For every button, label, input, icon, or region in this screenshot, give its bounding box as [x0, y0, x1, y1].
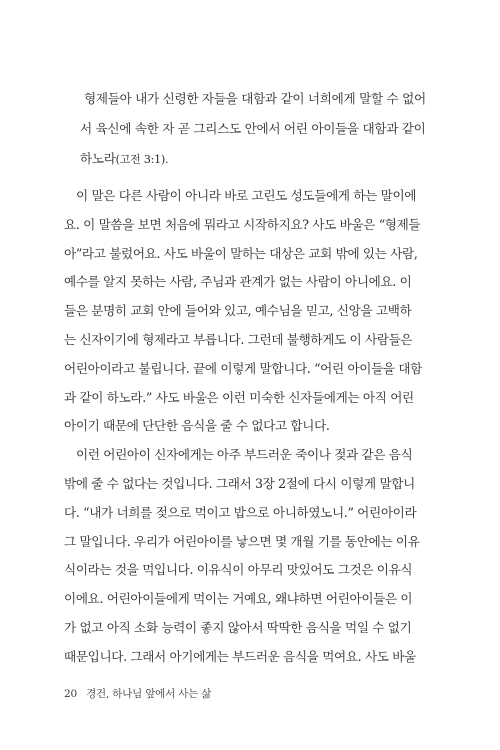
quote-text: 하노라 — [80, 151, 116, 166]
text-line: 가 없고 아직 소화 능력이 좋지 않아서 딱딱한 음식을 먹일 수 없기 — [64, 619, 412, 635]
text-line: 아”라고 불렀어요. 사도 바울이 말하는 대상은 교회 밖에 있는 사람, — [64, 245, 418, 261]
text-line: 어린아이라고 불립니다. 끝에 이렇게 말합니다. “어린 아이들을 대함 — [64, 360, 422, 376]
text-line: 요. 이 말씀을 보면 처음에 뭐라고 시작하지요? 사도 바울은 “형제들 — [64, 216, 421, 232]
text-line: 다. “내가 너희를 젖으로 먹이고 밥으로 아니하였노니.” 어린아이라 — [64, 504, 417, 520]
text-line: 식이라는 것을 먹입니다. 이유식이 아무리 맛있어도 그것은 이유식 — [64, 562, 413, 578]
text-line: 때문입니다. 그래서 아기에게는 부드러운 음식을 먹여요. 사도 바울 — [64, 648, 416, 664]
text-line: 는 신자이기에 형제라고 부릅니다. 그런데 불행하게도 이 사람들은 — [64, 331, 413, 347]
paragraph-2 — [64, 441, 428, 671]
quote-line: 서 육신에 속한 자 곧 그리스도 안에서 어린 아이들을 대함과 같이 — [80, 121, 426, 136]
paragraph-1 — [64, 182, 428, 441]
quote-line: 형제들아 내가 신령한 자들을 대함과 같이 너희에게 말할 수 없어 — [84, 91, 426, 106]
text-line: 아이기 때문에 단단한 음식을 줄 수 없다고 합니다. — [64, 418, 330, 434]
page-footer — [64, 686, 211, 701]
running-title: 경건, 하나님 앞에서 사는 삶 — [86, 688, 212, 700]
text-line: 이 말은 다른 사람이 아니라 바로 고린도 성도들에게 하는 말이에 — [76, 188, 417, 203]
page-number: 20 — [64, 688, 77, 700]
text-line: 이런 어린아이 신자에게는 아주 부드러운 죽이나 젖과 같은 음식 — [76, 447, 413, 463]
body-text — [64, 182, 428, 672]
quote-reference: (고전 3:1). — [115, 153, 169, 166]
text-line: 이에요. 어린아이들에게 먹이는 거예요, 왜냐하면 어린아이들은 이 — [64, 591, 413, 607]
text-line: 예수를 알지 못하는 사람, 주님과 관계가 없는 사람이 아니에요. 이 — [64, 274, 412, 290]
quote-line-last — [80, 144, 420, 175]
text-line: 밖에 줄 수 없다는 것입니다. 그래서 3장 2절에 다시 이렇게 말합니 — [64, 475, 415, 491]
text-line: 들은 분명히 교회 안에 들어와 있고, 예수님을 믿고, 신앙을 고백하 — [64, 303, 412, 319]
text-line: 과 같이 하노라.” 사도 바울은 이런 미숙한 신자들에게는 아직 어린 — [64, 389, 414, 405]
text-line: 그 말입니다. 우리가 어린아이를 낳으면 몇 개월 기를 동안에는 이유 — [64, 533, 420, 549]
scripture-quote — [80, 84, 426, 175]
